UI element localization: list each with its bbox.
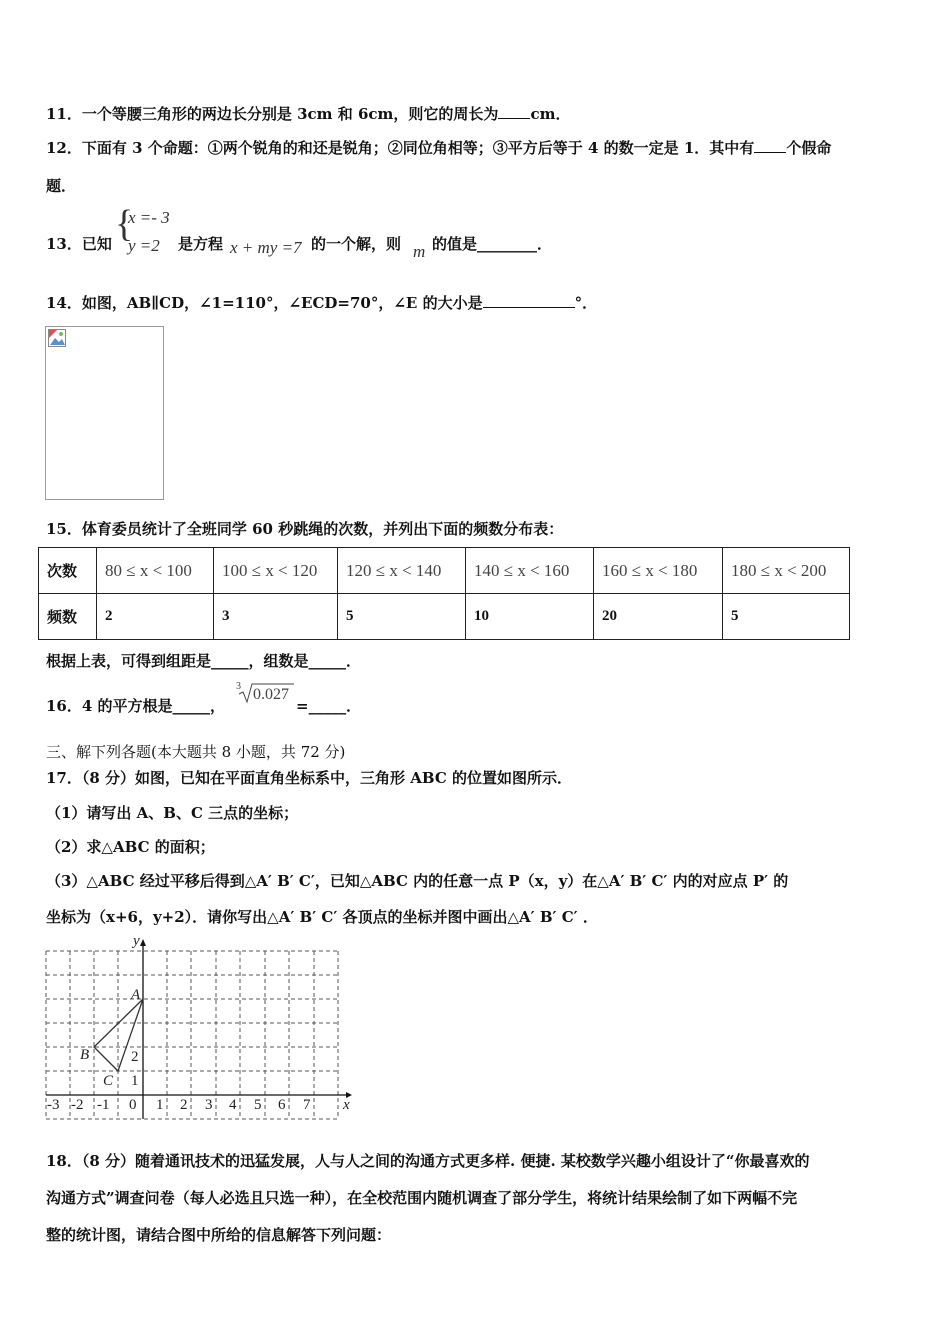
q13-mid2: 的一个解，则 — [311, 235, 402, 253]
q13-prefix: 13．已知 — [46, 235, 112, 253]
table-cell: 20 — [594, 594, 723, 640]
y-tick-label: 1 — [131, 1073, 139, 1089]
q15-after: 根据上表，可得到组距是_____，组数是_____． — [46, 652, 362, 670]
q16-b: =_____． — [296, 697, 362, 715]
figure-placeholder — [45, 326, 164, 500]
x-tick-label: 2 — [180, 1097, 188, 1113]
broken-image-icon — [48, 329, 68, 349]
question-12-cont: 题． — [46, 177, 77, 195]
q14-blank — [483, 295, 575, 308]
grid-lines — [46, 951, 338, 1119]
x-tick-label: 1 — [156, 1097, 164, 1113]
q18-line2: 沟通方式”调查问卷（每人必选且只选一种），在全校范围内随机调查了部分学生，将统计结果绘制了如下两幅不完 — [46, 1189, 798, 1207]
x-axis-label: x — [343, 1097, 350, 1113]
table-cell: 180 ≤ x < 200 — [723, 548, 850, 594]
question-12 — [46, 137, 831, 158]
q16-a: 16．4 的平方根是_____， — [46, 697, 226, 715]
q12-tail: 个假命 — [786, 139, 832, 157]
table-cell: 5 — [723, 594, 850, 640]
table-cell: 100 ≤ x < 120 — [214, 548, 338, 594]
point-label-c: C — [103, 1073, 114, 1089]
table-cell: 80 ≤ x < 100 — [97, 548, 214, 594]
table-cell: 3 — [214, 594, 338, 640]
section-heading: 三、解下列各题(本大题共 8 小题，共 72 分) — [46, 743, 346, 761]
y-axis-label: y — [133, 933, 140, 949]
question-11 — [46, 103, 570, 124]
q11-text: 11．一个等腰三角形的两边长分别是 3cm 和 6cm，则它的周长为 — [46, 105, 499, 123]
point-label-a: A — [131, 987, 141, 1003]
q14-text: 14．如图，AB∥CD，∠1=110°，∠ECD=70°，∠E 的大小是 — [46, 294, 483, 312]
q17-part3-line1: （3）△ABC 经过平移后得到△A′ B′ C′，已知△ABC 内的任意一点 P（x，y）在△A′ B′ C′ 内的对应点 P′ 的 — [46, 872, 789, 890]
row-label-frequency: 频数 — [39, 594, 97, 640]
q13-equation: x + my =7 — [230, 238, 302, 257]
q12-text: 12．下面有 3 个命题：①两个锐角的和还是锐角；②同位角相等；③平方后等于 4 的数一定是 1．其中有 — [46, 139, 755, 157]
x-tick-label: -3 — [47, 1097, 60, 1113]
y-axis-arrow-icon — [140, 939, 146, 946]
q11-tail: cm． — [530, 105, 571, 123]
table-cell: 2 — [97, 594, 214, 640]
frequency-table — [38, 547, 850, 640]
q18-line3: 整的统计图，请结合图中所给的信息解答下列问题： — [46, 1226, 392, 1244]
cube-root-radicand: 0.027 — [253, 686, 289, 703]
x-tick-label: 5 — [254, 1097, 262, 1113]
table-cell: 5 — [338, 594, 466, 640]
q13-eq1: x =- 3 — [128, 208, 170, 227]
table-cell: 120 ≤ x < 140 — [338, 548, 466, 594]
q13-mid: 是方程 — [178, 235, 224, 253]
q13-tail: 的值是________． — [432, 235, 553, 253]
table-cell: 10 — [466, 594, 594, 640]
q17-intro: 17．（8 分）如图，已知在平面直角坐标系中，三角形 ABC 的位置如图所示． — [46, 769, 573, 787]
question-15: 15．体育委员统计了全班同学 60 秒跳绳的次数，并列出下面的频数分布表： — [46, 520, 564, 538]
x-tick-label: 0 — [129, 1097, 137, 1113]
q13-var: m — [413, 242, 426, 261]
question-14 — [46, 292, 597, 313]
x-tick-label: 7 — [303, 1097, 311, 1113]
system-brace: { — [115, 203, 134, 245]
row-label-count: 次数 — [39, 548, 97, 594]
q14-tail: °． — [574, 294, 598, 312]
table-cell: 140 ≤ x < 160 — [466, 548, 594, 594]
cube-root-index: 3 — [236, 681, 241, 692]
q11-blank — [498, 106, 530, 119]
q17-part1: （1）请写出 A、B、C 三点的坐标； — [46, 804, 299, 822]
x-tick-label: 3 — [205, 1097, 213, 1113]
table-row — [39, 594, 850, 640]
q17-part2: （2）求△ABC 的面积； — [46, 838, 215, 856]
x-tick-label: 4 — [229, 1097, 237, 1113]
q17-part3-line2: 坐标为（x+6，y+2）．请你写出△A′ B′ C′ 各顶点的坐标并图中画出△A′ B′ C′ ． — [46, 908, 598, 926]
table-row — [39, 548, 850, 594]
x-tick-label: -2 — [71, 1097, 84, 1113]
q13-eq2: y =2 — [128, 236, 160, 255]
point-label-b: B — [80, 1047, 90, 1063]
coordinate-grid — [40, 933, 360, 1123]
q12-blank — [754, 140, 786, 153]
y-tick-label: 2 — [131, 1049, 139, 1065]
table-cell: 160 ≤ x < 180 — [594, 548, 723, 594]
q18-line1: 18．（8 分）随着通讯技术的迅猛发展，人与人之间的沟通方式更多样. 便捷. 某校数学兴趣小组设计了“你最喜欢的 — [46, 1152, 810, 1170]
x-tick-label: -1 — [97, 1097, 110, 1113]
x-tick-label: 6 — [278, 1097, 286, 1113]
